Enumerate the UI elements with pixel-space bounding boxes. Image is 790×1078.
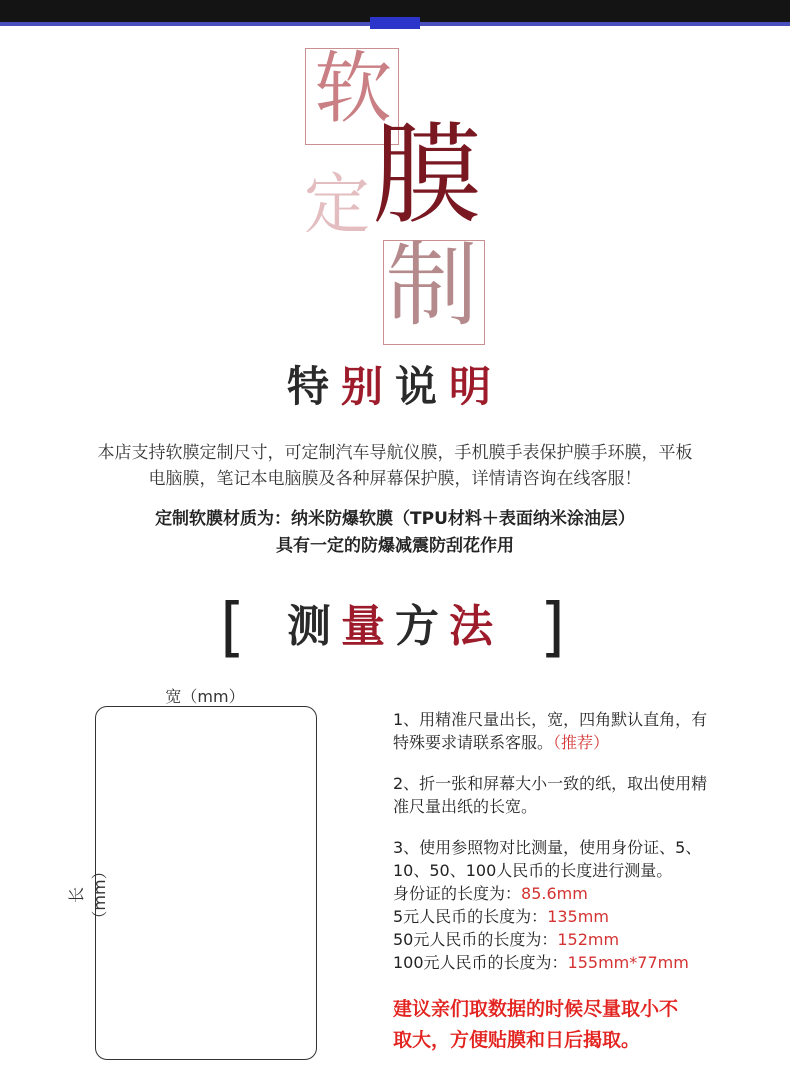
width-label: 宽（mm） bbox=[165, 687, 245, 706]
title-char: 量 bbox=[341, 601, 395, 652]
title-char: 特 bbox=[286, 362, 341, 411]
spec-line: 具有一定的防爆减震防刮花作用 bbox=[276, 536, 514, 556]
step-text: 3、使用参照物对比测量，使用身份证、5、 bbox=[393, 838, 702, 857]
step-2 bbox=[393, 772, 753, 818]
step-text: 2、折一张和屏幕大小一致的纸，取出使用精 bbox=[393, 774, 708, 793]
hero-char-ruan: 软 bbox=[314, 44, 393, 134]
reference-label: 身份证的长度为： bbox=[393, 884, 522, 903]
title-char: 方 bbox=[395, 601, 449, 652]
reference-value: 85.6mm bbox=[521, 884, 588, 903]
right-bracket: ] bbox=[540, 591, 565, 665]
title-char: 测 bbox=[287, 601, 341, 652]
tip-line: 取大，方便贴膜和日后揭取。 bbox=[393, 1029, 641, 1051]
intro-line: 本店支持软膜定制尺寸，可定制汽车导航仪膜，手机膜手表保护膜手环膜，平板 bbox=[97, 443, 693, 463]
material-spec bbox=[40, 506, 750, 560]
reference-value: 152mm bbox=[557, 930, 620, 949]
step-text: 10、50、100人民币的长度进行测量。 bbox=[393, 861, 673, 880]
step-3 bbox=[393, 836, 753, 974]
reference-value: 135mm bbox=[547, 907, 609, 926]
intro-line: 电脑膜，笔记本电脑膜及各种屏幕保护膜，详情请咨询在线客服！ bbox=[148, 469, 642, 489]
reference-value: 155mm*77mm bbox=[567, 953, 689, 972]
step-text: 准尺量出纸的长宽。 bbox=[393, 797, 538, 816]
title-char: 法 bbox=[449, 601, 503, 652]
length-label: 长（mm） bbox=[67, 863, 109, 927]
reference-label: 50元人民币的长度为： bbox=[393, 930, 558, 949]
title-char: 说 bbox=[395, 362, 450, 411]
device-outline-diagram bbox=[95, 706, 317, 1060]
recommended-tag: （推荐） bbox=[553, 733, 610, 752]
title-char: 明 bbox=[449, 362, 504, 411]
hero-char-zhi: 制 bbox=[386, 232, 479, 339]
tip-line: 建议亲们取数据的时候尽量取小不 bbox=[393, 998, 679, 1020]
step-text: 特殊要求请联系客服。 bbox=[393, 733, 554, 752]
section-title-special-notes bbox=[0, 362, 790, 411]
section-title-measurement bbox=[260, 601, 530, 652]
left-bracket: [ bbox=[220, 591, 245, 665]
spec-line: 定制软膜材质为：纳米防爆软膜（TPU材料＋表面纳米涂油层） bbox=[155, 509, 635, 529]
step-text: 1、用精准尺量出长，宽，四角默认直角，有 bbox=[393, 710, 708, 729]
title-char: 别 bbox=[340, 362, 395, 411]
measurement-steps bbox=[393, 708, 753, 992]
measurement-tip bbox=[393, 994, 753, 1056]
hero-char-mo: 膜 bbox=[372, 111, 482, 239]
top-accent-block bbox=[370, 17, 420, 29]
hero-char-ding: 定 bbox=[304, 166, 370, 243]
intro-paragraph bbox=[40, 440, 750, 492]
reference-label: 100元人民币的长度为： bbox=[393, 953, 568, 972]
reference-label: 5元人民币的长度为： bbox=[393, 907, 548, 926]
step-1 bbox=[393, 708, 753, 754]
